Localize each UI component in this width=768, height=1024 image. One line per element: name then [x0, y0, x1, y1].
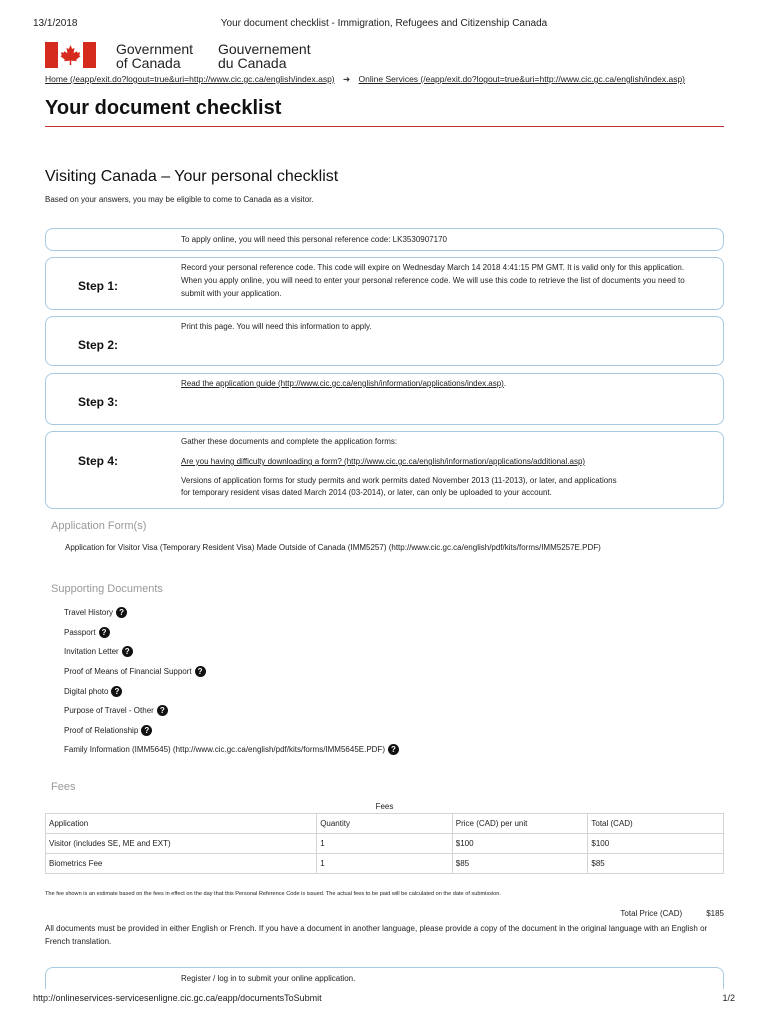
column-header: Total (CAD) [588, 814, 724, 834]
wordmark-english: Government of Canada [116, 41, 194, 71]
print-header [33, 18, 735, 32]
list-item: Purpose of Travel - Other ? [64, 701, 399, 721]
step-1-text: Record your personal reference code. This code will expire on Wednesday March 14 2018 4:41:15 PM GMT. It is valid only for this application. When you apply online, you will need to enter your personal reference code. We will use this code to retrieve the list of documents you need to submit with your application. [181, 263, 685, 298]
step-2-label: Step 2: [78, 338, 119, 352]
section-title: Visiting Canada – Your personal checklist [45, 168, 339, 185]
list-item: Passport ? [64, 623, 399, 643]
list-item: Invitation Letter ? [64, 642, 399, 662]
step-2-box [45, 316, 724, 366]
step-4-text: Gather these documents and complete the application forms: [181, 437, 398, 446]
step-1-box [45, 257, 724, 310]
table-row: Visitor (includes SE, ME and EXT) 1 $100 $100 [46, 834, 724, 854]
form-version-note: Versions of application forms for study permits and work permits dated November 2013 (11-2013), or later, and applications for temporary resident visas dated March 2014 (03-2014), or later, can only be uploaded to your account. [181, 476, 617, 497]
fees-heading: Fees [51, 781, 76, 793]
register-box [45, 967, 724, 989]
breadcrumb-online-services-link[interactable]: Online Services (/eapp/exit.do?logout=true&uri=http://www.cic.gc.ca/english/index.asp) [358, 74, 685, 84]
download-help-link[interactable]: Are you having difficulty downloading a form? (http://www.cic.gc.ca/english/information/applications/additional.asp) [181, 457, 586, 466]
help-icon[interactable]: ? [388, 744, 399, 755]
total-price [620, 909, 724, 918]
supporting-documents-list [64, 603, 399, 760]
supporting-documents-heading: Supporting Documents [51, 583, 163, 595]
step-3-box [45, 373, 724, 425]
page-title: Your document checklist [45, 97, 282, 119]
breadcrumb [45, 74, 685, 85]
table-row: Biometrics Fee 1 $85 $85 [46, 854, 724, 874]
column-header: Quantity [317, 814, 453, 834]
title-divider [45, 126, 724, 127]
list-item: Digital photo ? [64, 681, 399, 701]
list-item: Proof of Means of Financial Support ? [64, 662, 399, 682]
total-price-value: $185 [706, 909, 724, 918]
canada-flag-icon [45, 42, 96, 68]
help-icon[interactable]: ? [195, 666, 206, 677]
fee-disclaimer: The fee shown is an estimate based on the fees in effect on the day that this Personal Reference Code is issued. The actual fees to be paid will be calculated on the date of submission. [45, 891, 501, 897]
list-item: Proof of Relationship ? [64, 721, 399, 741]
table-header-row [46, 814, 724, 834]
eligibility-intro: Based on your answers, you may be eligible to come to Canada as a visitor. [45, 195, 314, 204]
step-4-label: Step 4: [78, 454, 119, 468]
help-icon[interactable]: ? [99, 627, 110, 638]
register-login-text[interactable]: Register / log in to submit your online application. [181, 974, 356, 983]
fees-table-caption: Fees [375, 802, 394, 811]
total-price-label: Total Price (CAD) [620, 909, 683, 918]
step-3-text: Read the application guide (http://www.cic.gc.ca/english/information/applications/index.asp). [181, 379, 507, 388]
help-icon[interactable]: ? [122, 646, 133, 657]
print-date: 13/1/2018 [33, 18, 78, 29]
list-item: Family Information (IMM5645) (http://www.cic.gc.ca/english/pdf/kits/forms/IMM5645E.PDF) ? [64, 740, 399, 760]
language-requirement-note: All documents must be provided in either English or French. If you have a document in another language, please provide a copy of the document in the original language with an English or French translation. [45, 924, 708, 946]
help-icon[interactable]: ? [141, 725, 152, 736]
column-header: Price (CAD) per unit [452, 814, 588, 834]
wordmark-french: Gouvernement du Canada [218, 41, 311, 71]
step-4-box [45, 431, 724, 509]
reference-code-text: To apply online, you will need this personal reference code: LK3530907170 [181, 235, 447, 244]
step-2-text: Print this page. You will need this information to apply. [181, 322, 372, 331]
help-icon[interactable]: ? [116, 607, 127, 618]
breadcrumb-home-link[interactable]: Home (/eapp/exit.do?logout=true&uri=http://www.cic.gc.ca/english/index.asp) [45, 74, 335, 84]
step-1-label: Step 1: [78, 279, 119, 293]
help-icon[interactable]: ? [157, 705, 168, 716]
fees-table [45, 813, 724, 874]
step-3-label: Step 3: [78, 395, 119, 409]
breadcrumb-arrow-icon: ➔ [343, 74, 351, 84]
column-header: Application [46, 814, 317, 834]
application-guide-link[interactable]: Read the application guide (http://www.cic.gc.ca/english/information/applications/index.asp) [181, 379, 504, 388]
list-item: Travel History ? [64, 603, 399, 623]
print-url: http://onlineservices-servicesenligne.cic.gc.ca/eapp/documentsToSubmit [33, 993, 322, 1003]
visitor-visa-form-link[interactable]: Application for Visitor Visa (Temporary Resident Visa) Made Outside of Canada (IMM5257) (http://www.cic.gc.ca/english/pdf/kits/forms/IMM5257E.PDF) [65, 543, 601, 552]
help-icon[interactable]: ? [111, 686, 122, 697]
print-page-title: Your document checklist - Immigration, Refugees and Citizenship Canada [220, 18, 548, 29]
application-forms-heading: Application Form(s) [51, 520, 147, 532]
print-footer [33, 993, 735, 1005]
reference-code-box [45, 228, 724, 251]
page-number: 1/2 [722, 993, 735, 1003]
